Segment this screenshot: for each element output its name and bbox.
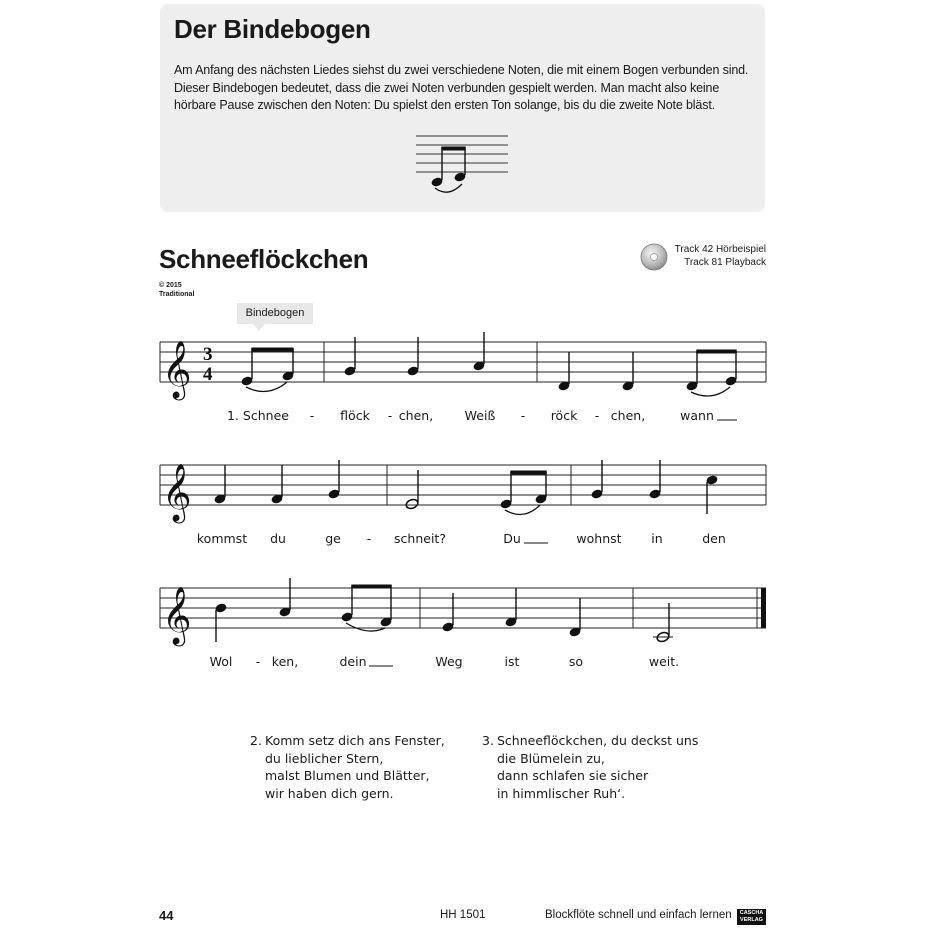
track-playback: Track 81 Playback [684, 257, 766, 268]
lyric-extender [369, 665, 393, 667]
time-sig-bottom: 4 [203, 364, 213, 385]
song-title: Schneeflöckchen [159, 244, 369, 274]
tie-example-staff [416, 130, 516, 194]
info-line: hörbare Pause zwischen den Noten: Du spielst den ersten Ton solange, bis du die zweite Note bläst. [174, 98, 715, 112]
verse-line: wir haben dich gern. [265, 785, 394, 801]
publisher-logo [737, 909, 766, 925]
lyric-syllable: wohnst [576, 531, 622, 546]
info-line: Dieser Bindebogen bedeutet, dass die zwei Noten verbunden gespielt werden. Man macht also keine [174, 80, 720, 95]
lyric-hyphen: - [309, 408, 315, 423]
verse-number: 2. [250, 733, 262, 748]
lyric-syllable: dein [339, 654, 367, 669]
info-box-title: Der Bindebogen [174, 14, 371, 44]
lyric-syllable: chen, [398, 408, 434, 423]
composer: Traditional [159, 291, 195, 298]
info-box [160, 4, 765, 212]
verse-line: malst Blumen und Blätter, [265, 768, 430, 783]
track-demo: Track 42 Hörbeispiel [674, 244, 766, 255]
treble-clef: 𝄞 [162, 463, 192, 521]
half-note [405, 498, 419, 510]
eighth-note-pair [430, 147, 466, 188]
lyric-syllable: in [651, 531, 663, 546]
time-sig-top: 3 [203, 344, 213, 365]
book-title: Blockflöte schnell und einfach lernen [545, 909, 732, 921]
lyric-extender [524, 542, 548, 544]
lyric-hyphen: - [594, 408, 600, 423]
lyric-syllable: du [270, 531, 286, 546]
final-barline-thick [761, 588, 766, 628]
staff-system-3 [0, 568, 929, 648]
lyric-syllable: so [568, 654, 584, 669]
treble-clef: 𝄞 [162, 586, 192, 644]
lyric-syllable: ken, [271, 654, 299, 669]
staff-system-1 [0, 322, 929, 402]
lyric-extender [717, 419, 737, 421]
lyric-syllable: kommst [196, 531, 248, 546]
verse-line: du lieblicher Stern, [265, 750, 384, 766]
staff-system-2 [0, 445, 929, 525]
lyric-syllable: chen, [610, 408, 646, 423]
lyric-hyphen: - [366, 531, 372, 546]
lyric-syllable: Du [503, 531, 521, 546]
verse-2 [250, 732, 445, 802]
verse-3 [482, 732, 698, 802]
info-box-text [174, 62, 759, 115]
lyric-syllable: flöck [340, 408, 370, 423]
logo-line: VERLAG [740, 917, 763, 923]
info-line: Am Anfang des nächsten Liedes siehst du zwei verschiedene Noten, die mit einem Bogen verbunden sind. [174, 63, 749, 77]
logo-line: CASCHA [739, 910, 764, 916]
track-info [667, 243, 766, 269]
copyright: © 2015 [159, 282, 182, 289]
verse-number: 3. [482, 733, 494, 748]
book-code: HH 1501 [440, 909, 486, 921]
verse-line: in himmlischer Ruh‘. [497, 785, 626, 801]
lyric-syllable: Weiß [464, 408, 496, 423]
lyric-hyphen: - [255, 654, 261, 669]
lyric-syllable: weit. [648, 654, 680, 669]
notes [213, 460, 718, 514]
lyric-hyphen: - [520, 408, 526, 423]
lyric-syllable: ge [325, 531, 341, 546]
verse-line: dann schlafen sie sicher [497, 768, 649, 783]
tie-callout: Bindebogen [237, 303, 313, 324]
treble-clef: 𝄞 [162, 340, 192, 398]
lyric-hyphen: - [387, 408, 393, 423]
lyric-syllable: schneit? [394, 531, 446, 546]
lyric-syllable: 1. Schnee [227, 408, 289, 423]
verse-line: Schneeflöckchen, du deckst uns [497, 733, 699, 748]
verse-line: die Blümelein zu, [497, 750, 605, 766]
lyric-syllable: röck [550, 408, 578, 423]
verse-line: Komm setz dich ans Fenster, [265, 733, 445, 748]
lyric-syllable: ist [504, 654, 520, 669]
lyric-syllable: den [702, 531, 726, 546]
cd-icon [640, 243, 668, 271]
lyric-syllable: Weg [435, 654, 463, 669]
lyric-syllable: wann [680, 408, 714, 423]
page-number: 44 [159, 908, 174, 923]
lyric-syllable: Wol [209, 654, 233, 669]
